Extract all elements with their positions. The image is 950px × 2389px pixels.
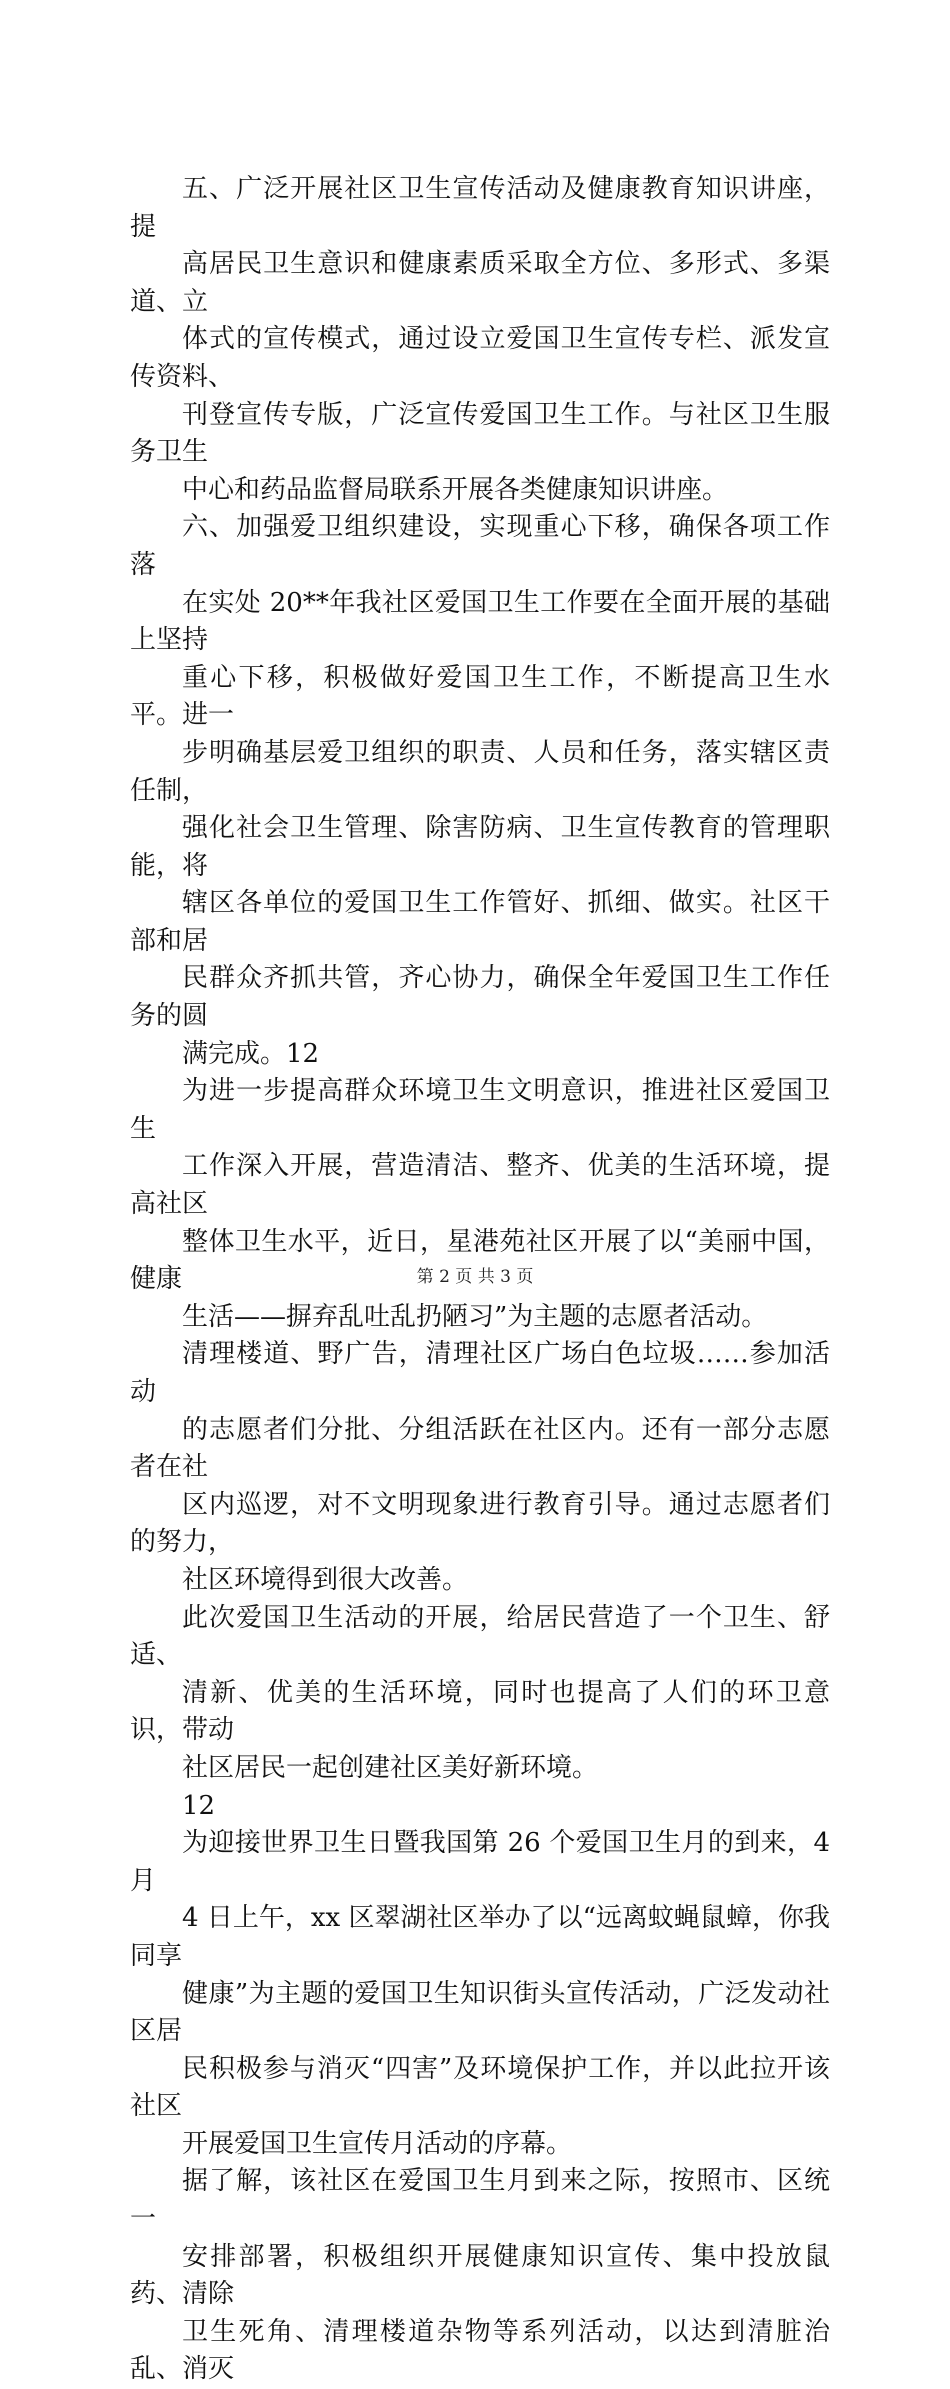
- text-line: 区内巡逻，对不文明现象进行教育引导。通过志愿者们的努力，: [130, 1489, 830, 1558]
- text-line: 社区居民一起创建社区美好新环境。: [182, 1752, 599, 1783]
- text-line: 据了解，该社区在爱国卫生月到来之际，按照市、区统一: [130, 2166, 830, 2235]
- text-line: 健康”为主题的爱国卫生知识街头宣传活动，广泛发动社区居: [130, 1978, 830, 2047]
- text-line: 生活——摒弃乱吐乱扔陋习”为主题的志愿者活动。: [182, 1301, 768, 1332]
- text-line: 的志愿者们分批、分组活跃在社区内。还有一部分志愿者在社: [130, 1414, 830, 1483]
- paragraph: [130, 1825, 830, 2163]
- text-line: 六、加强爱卫组织建设，实现重心下移，确保各项工作落: [130, 512, 830, 580]
- text-line: 工作深入开展，营造清洁、整齐、优美的生活环境，提高社区: [130, 1151, 830, 1220]
- text-line: 五、广泛开展社区卫生宣传活动及健康教育知识讲座，提: [130, 174, 830, 242]
- paragraph: [130, 1073, 830, 1336]
- paragraph: [130, 1336, 830, 1599]
- text-line: 中心和药品监督局联系开展各类健康知识讲座。: [182, 474, 729, 505]
- text-line: 清理楼道、野广告，清理社区广场白色垃圾……参加活动: [130, 1339, 830, 1407]
- text-line: 为进一步提高群众环境卫生文明意识，推进社区爱国卫生: [130, 1076, 830, 1144]
- text-line: 社区环境得到很大改善。: [182, 1564, 469, 1595]
- text-line: 卫生死角、清理楼道杂物等系列活动，以达到清脏治乱、消灭: [130, 2316, 830, 2385]
- text-line: 在实处 20**年我社区爱国卫生工作要在全面开展的基础上坚持: [130, 587, 830, 656]
- text-line: 为迎接世界卫生日暨我国第 26 个爱国卫生月的到来，4 月: [130, 1828, 830, 1896]
- text-line: 满完成。12: [182, 1038, 320, 1069]
- text-line: 4 日上午，xx 区翠湖社区举办了以“远离蚊蝇鼠蟑，你我同享: [130, 1903, 830, 1971]
- paragraph: [130, 171, 830, 509]
- text-line: 刊登宣传专版，广泛宣传爱国卫生工作。与社区卫生服务卫生: [130, 399, 830, 468]
- text-line: 强化社会卫生管理、除害防病、卫生宣传教育的管理职能，将: [130, 813, 830, 881]
- text-line: 辖区各单位的爱国卫生工作管好、抓细、做实。社区干部和居: [130, 888, 830, 956]
- text-line: 开展爱国卫生宣传月活动的序幕。: [182, 2128, 573, 2159]
- text-line: 民群众齐抓共管，齐心协力，确保全年爱国卫生工作任务的圆: [130, 963, 830, 1032]
- paragraph: [130, 509, 830, 1073]
- text-line: 安排部署，积极组织开展健康知识宣传、集中投放鼠药、清除: [130, 2241, 830, 2310]
- text-line: 此次爱国卫生活动的开展，给居民营造了一个卫生、舒适、: [130, 1602, 830, 1671]
- text-line: 重心下移，积极做好爱国卫生工作，不断提高卫生水平。进一: [130, 662, 830, 731]
- text-line: 体式的宣传模式，通过设立爱国卫生宣传专栏、派发宣传资料、: [130, 324, 830, 392]
- page-footer: 第 2 页 共 3 页: [416, 1267, 534, 1287]
- text-line: 步明确基层爱卫组织的职责、人员和任务，落实辖区责任制，: [130, 737, 830, 806]
- paragraph: [130, 1600, 830, 1788]
- standalone-number: 12: [182, 1790, 216, 1821]
- paragraph: [130, 2163, 830, 2389]
- text-line: 民积极参与消灭“四害”及环境保护工作，并以此拉开该社区: [130, 2053, 830, 2122]
- text-line: 清新、优美的生活环境，同时也提高了人们的环卫意识，带动: [130, 1677, 830, 1746]
- text-line: 高居民卫生意识和健康素质采取全方位、多形式、多渠道、立: [130, 249, 830, 317]
- text-line: 整体卫生水平，近日，星港苑社区开展了以“美丽中国，健康: [130, 1226, 830, 1295]
